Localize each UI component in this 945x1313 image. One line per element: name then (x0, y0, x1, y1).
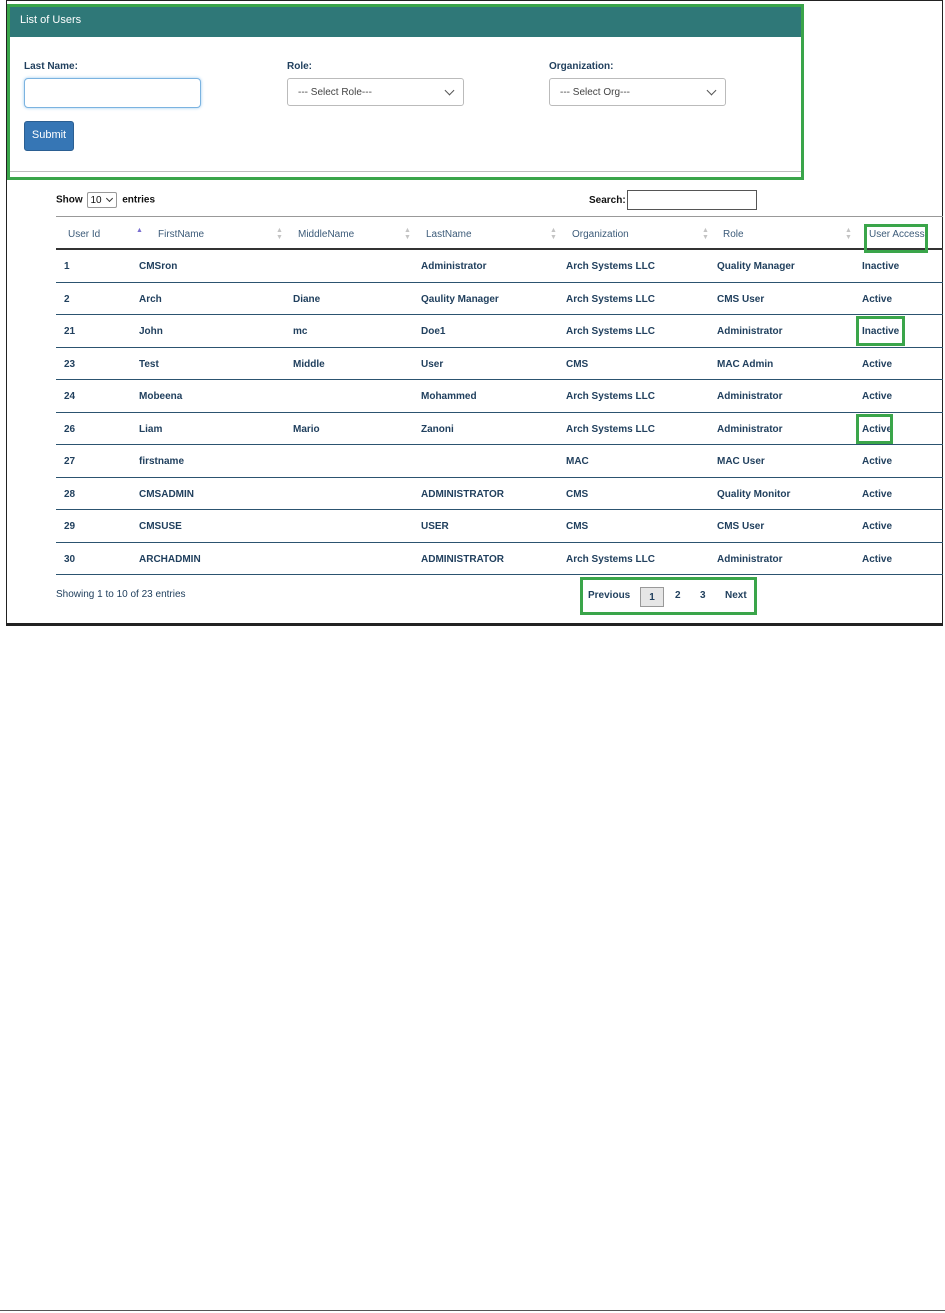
cell-role: MAC Admin (717, 358, 774, 370)
chevron-down-icon (707, 86, 717, 96)
column-header-middlename[interactable]: MiddleName (298, 229, 355, 240)
cell-organization: Arch Systems LLC (566, 553, 655, 565)
cell-user-access: Active (862, 293, 893, 305)
entries-label: entries (122, 194, 156, 206)
column-header-organization[interactable]: Organization (572, 229, 629, 240)
search-input[interactable] (627, 190, 757, 210)
cell-role: Administrator (717, 391, 783, 402)
cell-lastname: Doe1 (421, 326, 446, 337)
cell-firstname: CMSUSE (139, 521, 182, 532)
sort-icon: ▲ ▼ (845, 227, 852, 241)
cell-user-access: Active (862, 456, 893, 467)
cell-organization: Arch Systems LLC (566, 391, 655, 402)
panel-title: List of Users (10, 7, 801, 37)
cell-firstname: CMSron (139, 261, 178, 272)
entries-select[interactable] (87, 192, 117, 208)
chevron-down-icon (445, 86, 455, 96)
table-row (56, 315, 943, 348)
organization-select-value: --- Select Org--- (560, 87, 630, 98)
cell-user-access: Active (862, 488, 893, 500)
column-header-firstname[interactable]: FirstName (158, 229, 205, 240)
search-label: Search: (589, 195, 626, 206)
cell-user-access: Inactive (862, 261, 900, 272)
table-row (56, 348, 943, 381)
cell-lastname: ADMINISTRATOR (421, 553, 504, 565)
cell-user-access: Active (862, 358, 893, 370)
cell-role: Quality Monitor (717, 488, 791, 500)
cell-user-id: 21 (64, 326, 76, 337)
cell-organization: CMS (566, 521, 589, 532)
column-header-user-id[interactable]: User Id (68, 229, 101, 240)
column-header-role[interactable]: Role (723, 229, 744, 240)
users-table (56, 216, 943, 575)
table-row (56, 250, 943, 283)
cell-user-id: 2 (64, 293, 70, 305)
cell-user-id: 24 (64, 391, 76, 402)
cell-user-id: 23 (64, 358, 76, 370)
cell-role: Administrator (717, 553, 783, 565)
table-row (56, 510, 943, 543)
table-info: Showing 1 to 10 of 23 entries (56, 589, 186, 600)
cell-organization: Arch Systems LLC (566, 423, 655, 435)
sort-icon: ▲ ▼ (702, 227, 709, 241)
next-button[interactable]: Next (725, 590, 747, 601)
page-2-button[interactable]: 2 (675, 590, 681, 601)
page-3-button[interactable]: 3 (700, 590, 706, 601)
cell-user-access: Inactive (862, 326, 900, 337)
cell-firstname: Mobeena (139, 391, 183, 402)
cell-firstname: John (139, 326, 163, 337)
cell-middlename: Middle (293, 358, 325, 370)
last-name-label: Last Name: (24, 61, 78, 72)
page-1-button[interactable]: 1 (640, 587, 664, 607)
role-select-value: --- Select Role--- (298, 87, 372, 98)
table-row (56, 413, 943, 446)
cell-firstname: ARCHADMIN (139, 553, 201, 565)
cell-middlename: mc (293, 326, 308, 337)
cell-role: CMS User (717, 293, 765, 305)
submit-button[interactable]: Submit (24, 121, 74, 151)
table-row (56, 478, 943, 511)
last-name-input[interactable] (24, 78, 201, 108)
cell-middlename: Mario (293, 423, 320, 435)
entries-select-value: 10 (90, 195, 102, 206)
table-header (56, 216, 943, 250)
sort-asc-icon: ▲ (136, 227, 143, 234)
cell-role: MAC User (717, 456, 765, 467)
table-row (56, 445, 943, 478)
cell-user-id: 28 (64, 488, 76, 500)
cell-user-id: 1 (64, 261, 70, 272)
table-body (56, 250, 943, 575)
cell-user-id: 27 (64, 456, 76, 467)
cell-user-id: 26 (64, 423, 76, 435)
cell-lastname: Zanoni (421, 423, 454, 435)
cell-lastname: Qaulity Manager (421, 293, 499, 305)
cell-organization: MAC (566, 456, 589, 467)
column-header-user-access[interactable]: User Access (869, 229, 925, 240)
cell-user-id: 30 (64, 553, 76, 565)
previous-button[interactable]: Previous (588, 590, 631, 601)
cell-user-access: Active (862, 553, 893, 565)
cell-firstname: Liam (139, 423, 163, 435)
cell-lastname: ADMINISTRATOR (421, 488, 504, 500)
cell-organization: Arch Systems LLC (566, 326, 655, 337)
cell-firstname: Test (139, 358, 159, 370)
show-entries-control (56, 192, 155, 208)
cell-lastname: User (421, 358, 444, 370)
sort-icon: ▲ ▼ (550, 227, 557, 241)
highlight-box (856, 316, 905, 346)
column-header-lastname[interactable]: LastName (426, 229, 472, 240)
cell-middlename: Diane (293, 293, 321, 305)
cell-firstname: CMSADMIN (139, 488, 194, 500)
cell-firstname: firstname (139, 456, 185, 467)
cell-organization: CMS (566, 358, 589, 370)
cell-user-access: Active (862, 391, 893, 402)
cell-organization: Arch Systems LLC (566, 261, 655, 272)
cell-user-access: Active (862, 423, 893, 435)
divider (10, 171, 801, 172)
cell-lastname: Administrator (421, 261, 487, 272)
table-row (56, 380, 943, 413)
highlight-box (864, 224, 928, 253)
cell-role: Administrator (717, 326, 783, 337)
cell-role: Administrator (717, 423, 783, 435)
highlight-box (856, 414, 893, 444)
table-row (56, 283, 943, 316)
cell-firstname: Arch (139, 293, 162, 305)
cell-user-id: 29 (64, 521, 76, 532)
cell-role: CMS User (717, 521, 765, 532)
table-row (56, 543, 943, 576)
page-bottom-rule (0, 1310, 945, 1311)
show-label: Show (56, 194, 83, 206)
role-label: Role: (287, 61, 312, 72)
cell-lastname: USER (421, 521, 449, 532)
sort-icon: ▲ ▼ (404, 227, 411, 241)
role-select[interactable] (287, 78, 464, 106)
sort-icon: ▲ ▼ (276, 227, 283, 241)
cell-role: Quality Manager (717, 261, 795, 272)
cell-organization: Arch Systems LLC (566, 293, 655, 305)
cell-lastname: Mohammed (421, 391, 477, 402)
cell-user-access: Active (862, 521, 893, 532)
organization-label: Organization: (549, 61, 614, 72)
chevron-down-icon (106, 195, 113, 202)
filter-panel (7, 4, 804, 180)
cell-organization: CMS (566, 488, 589, 500)
organization-select[interactable] (549, 78, 726, 106)
pagination (580, 577, 757, 615)
